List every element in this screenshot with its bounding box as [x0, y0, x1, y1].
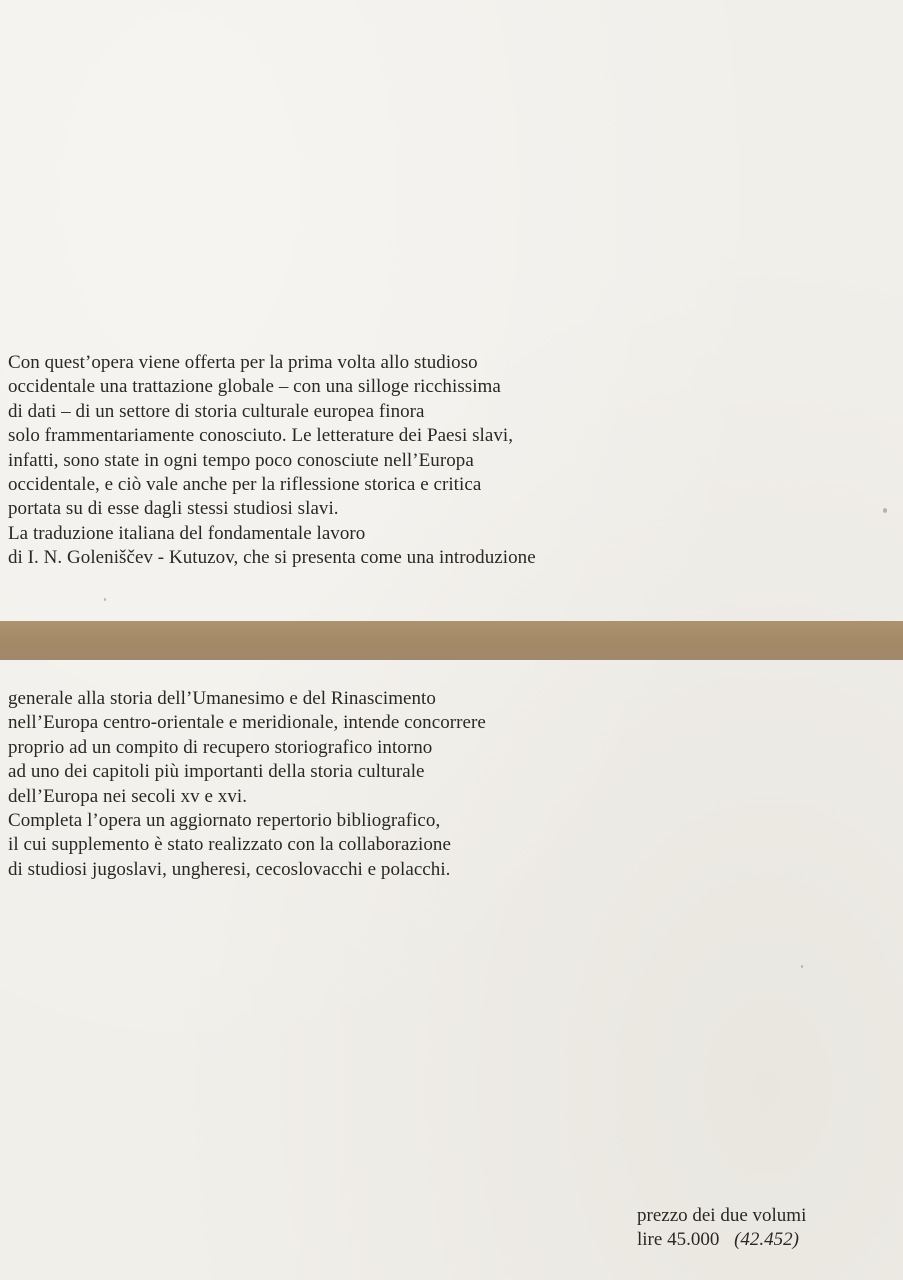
text-line: di dati – di un settore di storia culturale europea finora — [8, 400, 425, 422]
text-line: Con quest’opera viene offerta per la prima volta allo studioso — [8, 352, 478, 373]
paper-speck — [801, 965, 803, 968]
text-line: solo frammentariamente conosciuto. Le letterature dei Paesi slavi, — [8, 425, 514, 447]
text-line: di I. N. Goleniščev - Kutuzov, che si presenta come una introduzione — [8, 547, 536, 569]
text-line: il cui supplemento è stato realizzato con la collaborazione — [8, 834, 451, 856]
text-line: ad uno dei capitoli più importanti della storia culturale — [8, 761, 425, 783]
text-line: occidentale, e ciò vale anche per la riflessione storica e critica — [8, 474, 482, 496]
price-amount-italic: (42.452) — [734, 1229, 799, 1250]
text-line: Completa l’opera un aggiornato repertorio bibliografico, — [8, 810, 441, 832]
paper-speck — [883, 508, 887, 513]
price-block — [637, 1204, 897, 1252]
top-paragraph — [8, 351, 888, 571]
paper-speck — [104, 598, 106, 601]
text-line: di studiosi jugoslavi, ungheresi, cecoslovacchi e polacchi. — [8, 858, 451, 880]
price-label: prezzo dei due volumi — [637, 1205, 807, 1226]
text-line: generale alla storia dell’Umanesimo e del Rinascimento — [8, 688, 436, 709]
text-line: dell’Europa nei secoli xv e xvi. — [8, 785, 248, 807]
price-amount: 45.000 — [667, 1229, 720, 1250]
bottom-paragraph — [8, 687, 888, 882]
price-line — [637, 1228, 897, 1252]
text-line: infatti, sono state in ogni tempo poco conosciute nell’Europa — [8, 449, 474, 471]
decorative-band — [0, 621, 903, 660]
text-line: portata su di esse dagli stessi studiosi slavi. — [8, 498, 339, 520]
text-line: La traduzione italiana del fondamentale lavoro — [8, 522, 366, 544]
text-line: proprio ad un compito di recupero storiografico intorno — [8, 736, 433, 758]
price-currency: lire — [637, 1229, 663, 1250]
text-line: nell’Europa centro-orientale e meridionale, intende concorrere — [8, 712, 486, 734]
text-line: occidentale una trattazione globale – con una silloge ricchissima — [8, 376, 501, 398]
